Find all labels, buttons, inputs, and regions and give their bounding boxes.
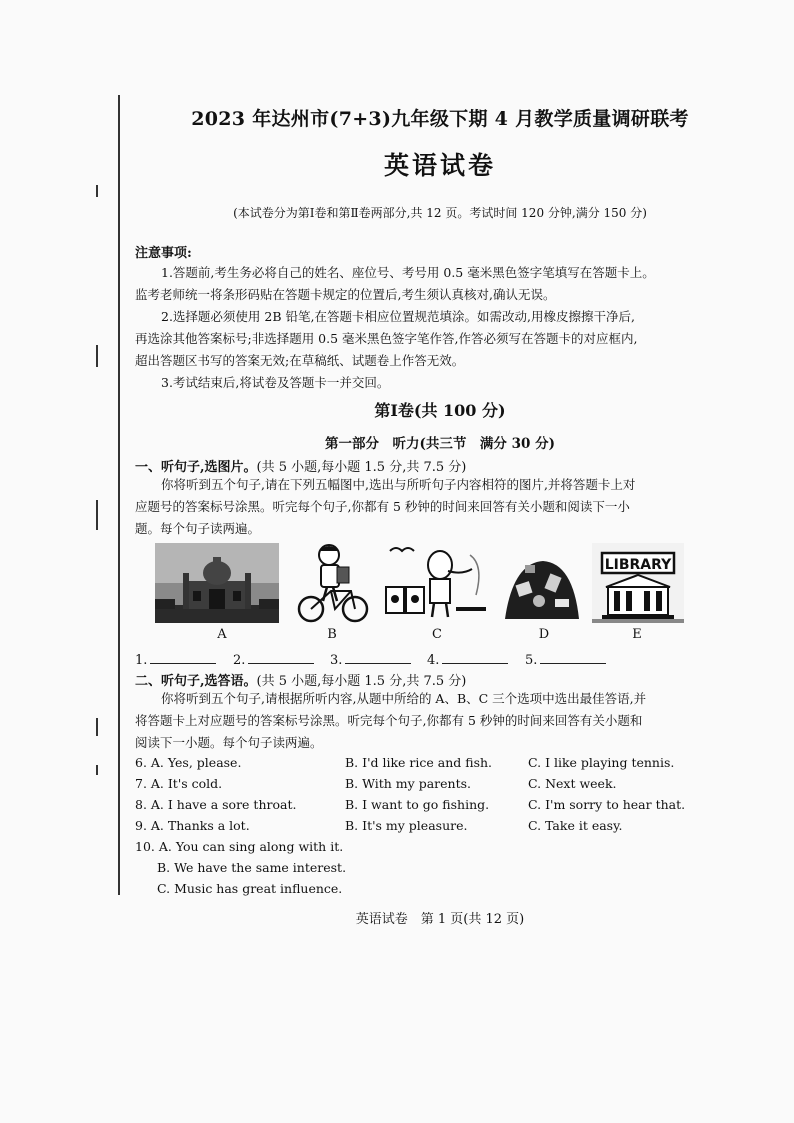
blank-number: 2.: [233, 653, 246, 668]
volume-title: 第Ⅰ卷(共 100 分): [374, 401, 506, 420]
blank-number: 3.: [330, 653, 343, 668]
option-a[interactable]: 8. A. I have a sore throat.: [135, 797, 297, 812]
option-b[interactable]: B. It's my pleasure.: [345, 818, 468, 833]
notice-line: 1.答题前,考生务必将自己的姓名、座位号、考号用 0.5 毫米黑色签字笔填写在答题卡上。: [161, 265, 655, 280]
picture-label: A: [217, 627, 227, 642]
binding-mark: [96, 185, 98, 197]
section2-score: (共 5 小题,每小题 1.5 分,共 7.5 分): [256, 674, 467, 689]
section2-title: 二、听句子,选答语。: [135, 674, 257, 689]
answer-blank[interactable]: [248, 649, 314, 664]
instruction-line: 将答题卡上对应题号的答案标号涂黑。听完每个句子,你都有 5 秒钟的时间来回答有关小题和: [135, 713, 643, 728]
exam-title: 2023 年达州市(7+3)九年级下期 4 月教学质量调研联考: [191, 108, 689, 130]
binding-mark: [96, 500, 98, 530]
option-c[interactable]: C. Next week.: [528, 776, 617, 791]
picture-label: E: [632, 627, 642, 642]
option-a[interactable]: 10. A. You can sing along with it.: [135, 839, 344, 854]
notice-line: 超出答题区书写的答案无效;在草稿纸、试题卷上作答无效。: [135, 353, 465, 368]
option-c[interactable]: C. Take it easy.: [528, 818, 623, 833]
answer-blank[interactable]: [540, 649, 606, 664]
litter-man-icon: [382, 543, 492, 623]
notice-heading: 注意事项:: [135, 246, 192, 261]
instruction-line: 应题号的答案标号涂黑。听完每个句子,你都有 5 秒钟的时间来回答有关小题和阅读下一小: [135, 499, 630, 514]
picture-label: C: [432, 627, 442, 642]
notice-line: 监考老师统一将条形码贴在答题卡规定的位置后,考生须认真核对,确认无误。: [135, 287, 556, 302]
blank-number: 5.: [525, 653, 538, 668]
section1-score: (共 5 小题,每小题 1.5 分,共 7.5 分): [256, 460, 467, 475]
exam-subject: 英语试卷: [383, 151, 496, 180]
section2-heading: [135, 670, 466, 689]
binding-mark: [96, 718, 98, 736]
blank-item: [233, 649, 323, 668]
picture-label: D: [538, 627, 550, 642]
section1-instructions: [135, 474, 705, 540]
option-c[interactable]: C. Music has great influence.: [157, 881, 343, 896]
section2-instructions: [135, 688, 705, 754]
section1-heading: [135, 456, 466, 475]
library-sign: LIBRARY: [604, 557, 672, 573]
monument-icon: [155, 543, 279, 623]
option-c[interactable]: C. I like playing tennis.: [528, 755, 675, 770]
blank-item: [525, 649, 615, 668]
notice-body: [135, 262, 705, 394]
part-title: 第一部分 听力(共三节 满分 30 分): [325, 436, 555, 452]
option-b[interactable]: B. I want to go fishing.: [345, 797, 490, 812]
option-b[interactable]: B. With my parents.: [345, 776, 471, 791]
blank-number: 1.: [135, 653, 148, 668]
picture-label: B: [327, 627, 337, 642]
option-a[interactable]: 7. A. It's cold.: [135, 776, 223, 791]
option-a[interactable]: 9. A. Thanks a lot.: [135, 818, 250, 833]
binding-mark: [96, 765, 98, 775]
page-footer: 英语试卷 第 1 页(共 12 页): [355, 912, 525, 927]
answer-blank[interactable]: [442, 649, 508, 664]
boy-cycling-icon: [293, 543, 373, 623]
option-b[interactable]: B. I'd like rice and fish.: [345, 755, 493, 770]
answer-blank[interactable]: [345, 649, 411, 664]
instruction-line: 你将听到五个句子,请根据所听内容,从题中所给的 A、B、C 三个选项中选出最佳答语,并: [161, 691, 647, 706]
blank-item: [135, 649, 225, 668]
exam-note: (本试卷分为第Ⅰ卷和第Ⅱ卷两部分,共 12 页。考试时间 120 分钟,满分 150 分): [233, 206, 647, 220]
library-icon: [592, 543, 684, 623]
instruction-line: 题。每个句子读两遍。: [135, 521, 261, 536]
blank-item: [330, 649, 420, 668]
option-c[interactable]: C. I'm sorry to hear that.: [528, 797, 686, 812]
notice-line: 3.考试结束后,将试卷及答题卡一并交回。: [161, 375, 390, 390]
garbage-pile-icon: [503, 543, 581, 623]
section1-title: 一、听句子,选图片。: [135, 460, 257, 475]
notice-line: 2.选择题必须使用 2B 铅笔,在答题卡相应位置规范填涂。如需改动,用橡皮擦擦干净后,: [161, 309, 635, 324]
option-a[interactable]: 6. A. Yes, please.: [135, 755, 242, 770]
answer-blank[interactable]: [150, 649, 216, 664]
notice-line: 再选涂其他答案标号;非选择题用 0.5 毫米黑色签字笔作答,作答必须写在答题卡的对应框内,: [135, 331, 638, 346]
binding-mark: [96, 345, 98, 367]
binding-line: [118, 95, 120, 895]
blank-item: [427, 649, 517, 668]
option-b[interactable]: B. We have the same interest.: [157, 860, 347, 875]
blank-number: 4.: [427, 653, 440, 668]
instruction-line: 阅读下一小题。每个句子读两遍。: [135, 735, 323, 750]
instruction-line: 你将听到五个句子,请在下列五幅图中,选出与所听句子内容相符的图片,并将答题卡上对: [161, 477, 636, 492]
